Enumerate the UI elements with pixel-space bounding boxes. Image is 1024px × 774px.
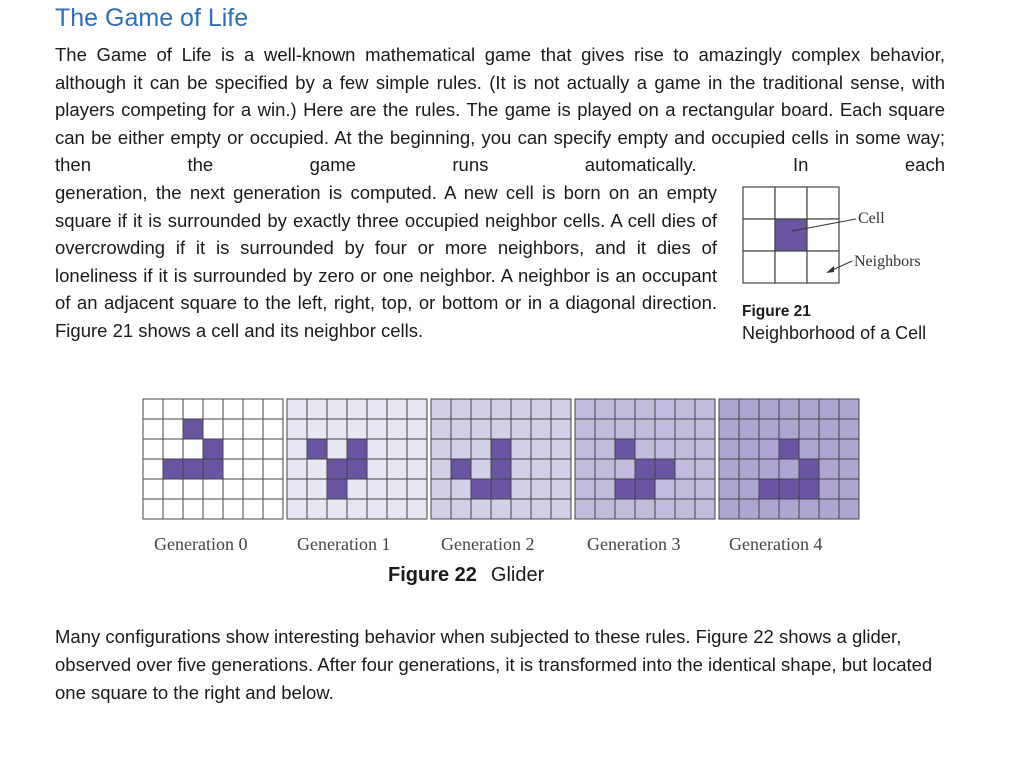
- live-cell: [203, 459, 223, 479]
- live-cell: [779, 439, 799, 459]
- empty-cell: [779, 459, 799, 479]
- empty-cell: [839, 459, 859, 479]
- empty-cell: [327, 439, 347, 459]
- empty-cell: [387, 399, 407, 419]
- empty-cell: [491, 419, 511, 439]
- empty-cell: [511, 459, 531, 479]
- empty-cell: [407, 419, 427, 439]
- empty-cell: [759, 459, 779, 479]
- empty-cell: [223, 459, 243, 479]
- empty-cell: [551, 499, 571, 519]
- empty-cell: [575, 459, 595, 479]
- intro-paragraph-top: The Game of Life is a well-known mathematical game that gives rise to amazingly complex behavior, although it can be specified by a few simple rules. (It is not actually a game in the traditional sense, with players competing for a win.) Here are the rules. The game is played on a rectangular board. Each square can be either empty or occupied. At the beginning, you can specify empty and occupied cells in some way; then the game runs automatically. In each: [55, 44, 945, 176]
- empty-cell: [551, 479, 571, 499]
- empty-cell: [407, 439, 427, 459]
- empty-cell: [327, 499, 347, 519]
- empty-cell: [307, 499, 327, 519]
- empty-cell: [739, 399, 759, 419]
- empty-cell: [451, 479, 471, 499]
- empty-cell: [675, 479, 695, 499]
- empty-cell: [431, 459, 451, 479]
- glider-diagram: [142, 398, 882, 524]
- empty-cell: [819, 479, 839, 499]
- figure-21-caption: Neighborhood of a Cell: [742, 323, 927, 343]
- empty-cell: [347, 399, 367, 419]
- empty-cell: [223, 399, 243, 419]
- empty-cell: [655, 439, 675, 459]
- empty-cell: [143, 479, 163, 499]
- empty-cell: [223, 439, 243, 459]
- generation-1-label: Generation 1: [297, 534, 391, 554]
- generation-1-grid: [287, 399, 427, 519]
- empty-cell: [531, 439, 551, 459]
- empty-cell: [531, 419, 551, 439]
- empty-cell: [615, 459, 635, 479]
- empty-cell: [307, 419, 327, 439]
- empty-cell: [263, 479, 283, 499]
- empty-cell: [839, 419, 859, 439]
- live-cell: [451, 459, 471, 479]
- empty-cell: [575, 499, 595, 519]
- live-cell: [307, 439, 327, 459]
- live-cell: [163, 459, 183, 479]
- empty-cell: [655, 479, 675, 499]
- empty-cell: [387, 439, 407, 459]
- neighbor-cell: [775, 187, 807, 219]
- empty-cell: [183, 499, 203, 519]
- generation-2-label: Generation 2: [441, 534, 535, 554]
- empty-cell: [655, 419, 675, 439]
- page-title: The Game of Life: [55, 4, 249, 32]
- empty-cell: [387, 479, 407, 499]
- empty-cell: [719, 459, 739, 479]
- empty-cell: [163, 419, 183, 439]
- empty-cell: [839, 479, 859, 499]
- empty-cell: [575, 399, 595, 419]
- empty-cell: [839, 399, 859, 419]
- empty-cell: [615, 399, 635, 419]
- figure-21: [742, 186, 962, 346]
- empty-cell: [675, 459, 695, 479]
- live-cell: [635, 479, 655, 499]
- empty-cell: [695, 479, 715, 499]
- empty-cell: [531, 459, 551, 479]
- empty-cell: [287, 499, 307, 519]
- empty-cell: [367, 499, 387, 519]
- empty-cell: [243, 399, 263, 419]
- empty-cell: [719, 399, 739, 419]
- empty-cell: [759, 499, 779, 519]
- empty-cell: [595, 419, 615, 439]
- empty-cell: [143, 499, 163, 519]
- figure-22-caption: Glider: [490, 564, 545, 586]
- empty-cell: [595, 459, 615, 479]
- empty-cell: [575, 479, 595, 499]
- live-cell: [615, 479, 635, 499]
- callout-cell-label: Cell: [858, 210, 885, 227]
- figure-22-caption-line: [388, 564, 544, 587]
- live-cell: [635, 459, 655, 479]
- neighbor-cell: [743, 219, 775, 251]
- empty-cell: [307, 459, 327, 479]
- empty-cell: [759, 439, 779, 459]
- empty-cell: [263, 439, 283, 459]
- empty-cell: [243, 499, 263, 519]
- live-cell: [799, 459, 819, 479]
- empty-cell: [739, 419, 759, 439]
- empty-cell: [451, 499, 471, 519]
- live-cell: [347, 439, 367, 459]
- empty-cell: [387, 419, 407, 439]
- empty-cell: [243, 479, 263, 499]
- empty-cell: [675, 439, 695, 459]
- live-cell: [491, 459, 511, 479]
- live-cell: [471, 479, 491, 499]
- intro-paragraph-bottom: generation, the next generation is computed. A new cell is born on an empty square if it is surrounded by exactly three occupied neighbor cells. A cell dies of overcrowding if it is surrounded by four or more neighbors, and it dies of loneliness if it is surrounded by zero or one neighbor. A neighbor is an occupant of an adjacent square to the left, right, top, or bottom or in a diagonal direction. Figure 21 shows a cell and its neighbor cells.: [55, 182, 717, 341]
- empty-cell: [287, 439, 307, 459]
- live-cell: [759, 479, 779, 499]
- empty-cell: [819, 439, 839, 459]
- empty-cell: [575, 419, 595, 439]
- generation-4-grid: [719, 399, 859, 519]
- empty-cell: [327, 419, 347, 439]
- empty-cell: [799, 439, 819, 459]
- empty-cell: [431, 419, 451, 439]
- empty-cell: [203, 399, 223, 419]
- empty-cell: [531, 399, 551, 419]
- empty-cell: [595, 399, 615, 419]
- empty-cell: [143, 419, 163, 439]
- empty-cell: [367, 459, 387, 479]
- empty-cell: [367, 399, 387, 419]
- empty-cell: [263, 399, 283, 419]
- live-cell: [183, 419, 203, 439]
- empty-cell: [719, 439, 739, 459]
- empty-cell: [347, 419, 367, 439]
- empty-cell: [719, 419, 739, 439]
- neighbor-cell: [775, 251, 807, 283]
- empty-cell: [511, 419, 531, 439]
- empty-cell: [615, 419, 635, 439]
- empty-cell: [719, 479, 739, 499]
- empty-cell: [407, 459, 427, 479]
- empty-cell: [635, 439, 655, 459]
- empty-cell: [263, 499, 283, 519]
- empty-cell: [595, 479, 615, 499]
- figure-21-number: Figure 21: [742, 303, 811, 320]
- empty-cell: [675, 499, 695, 519]
- empty-cell: [635, 399, 655, 419]
- empty-cell: [287, 459, 307, 479]
- live-cell: [615, 439, 635, 459]
- empty-cell: [223, 419, 243, 439]
- neighbor-cell: [807, 251, 839, 283]
- empty-cell: [839, 439, 859, 459]
- neighbor-cell: [807, 219, 839, 251]
- empty-cell: [143, 399, 163, 419]
- empty-cell: [431, 399, 451, 419]
- empty-cell: [819, 499, 839, 519]
- empty-cell: [759, 419, 779, 439]
- empty-cell: [307, 479, 327, 499]
- empty-cell: [407, 499, 427, 519]
- empty-cell: [471, 419, 491, 439]
- live-cell: [655, 459, 675, 479]
- empty-cell: [739, 499, 759, 519]
- empty-cell: [551, 399, 571, 419]
- empty-cell: [451, 419, 471, 439]
- empty-cell: [779, 399, 799, 419]
- empty-cell: [347, 499, 367, 519]
- empty-cell: [163, 399, 183, 419]
- empty-cell: [819, 459, 839, 479]
- empty-cell: [511, 439, 531, 459]
- empty-cell: [287, 399, 307, 419]
- empty-cell: [575, 439, 595, 459]
- empty-cell: [471, 399, 491, 419]
- empty-cell: [491, 399, 511, 419]
- empty-cell: [511, 499, 531, 519]
- empty-cell: [451, 399, 471, 419]
- empty-cell: [839, 499, 859, 519]
- empty-cell: [615, 499, 635, 519]
- empty-cell: [203, 479, 223, 499]
- empty-cell: [695, 459, 715, 479]
- generation-4-label: Generation 4: [729, 534, 823, 554]
- empty-cell: [511, 479, 531, 499]
- empty-cell: [695, 439, 715, 459]
- neighbor-cell: [743, 251, 775, 283]
- empty-cell: [163, 439, 183, 459]
- empty-cell: [739, 439, 759, 459]
- empty-cell: [387, 459, 407, 479]
- generation-3-grid: [575, 399, 715, 519]
- empty-cell: [799, 499, 819, 519]
- empty-cell: [551, 459, 571, 479]
- empty-cell: [451, 439, 471, 459]
- live-cell: [347, 459, 367, 479]
- empty-cell: [655, 399, 675, 419]
- empty-cell: [407, 399, 427, 419]
- empty-cell: [223, 499, 243, 519]
- empty-cell: [407, 479, 427, 499]
- neighbor-cell: [807, 187, 839, 219]
- empty-cell: [511, 399, 531, 419]
- empty-cell: [819, 399, 839, 419]
- live-cell: [327, 459, 347, 479]
- empty-cell: [739, 459, 759, 479]
- empty-cell: [695, 499, 715, 519]
- empty-cell: [799, 419, 819, 439]
- empty-cell: [655, 499, 675, 519]
- empty-cell: [491, 499, 511, 519]
- empty-cell: [243, 459, 263, 479]
- empty-cell: [263, 459, 283, 479]
- figure-22: [142, 398, 882, 593]
- empty-cell: [799, 399, 819, 419]
- empty-cell: [243, 419, 263, 439]
- empty-cell: [143, 439, 163, 459]
- empty-cell: [307, 399, 327, 419]
- callout-neighbors-label: Neighbors: [854, 253, 921, 270]
- empty-cell: [431, 479, 451, 499]
- empty-cell: [531, 479, 551, 499]
- empty-cell: [551, 439, 571, 459]
- live-cell: [491, 479, 511, 499]
- generation-3-label: Generation 3: [587, 534, 681, 554]
- empty-cell: [779, 499, 799, 519]
- empty-cell: [163, 479, 183, 499]
- empty-cell: [183, 399, 203, 419]
- live-cell: [327, 479, 347, 499]
- empty-cell: [635, 499, 655, 519]
- empty-cell: [695, 399, 715, 419]
- live-cell: [183, 459, 203, 479]
- empty-cell: [287, 479, 307, 499]
- center-cell: [775, 219, 807, 251]
- empty-cell: [367, 439, 387, 459]
- live-cell: [799, 479, 819, 499]
- empty-cell: [471, 439, 491, 459]
- empty-cell: [531, 499, 551, 519]
- empty-cell: [367, 419, 387, 439]
- empty-cell: [143, 459, 163, 479]
- empty-cell: [551, 419, 571, 439]
- neighbor-cell: [743, 187, 775, 219]
- empty-cell: [635, 419, 655, 439]
- empty-cell: [675, 419, 695, 439]
- empty-cell: [595, 439, 615, 459]
- empty-cell: [287, 419, 307, 439]
- live-cell: [203, 439, 223, 459]
- empty-cell: [263, 419, 283, 439]
- empty-cell: [471, 499, 491, 519]
- empty-cell: [347, 479, 367, 499]
- empty-cell: [695, 419, 715, 439]
- live-cell: [779, 479, 799, 499]
- empty-cell: [223, 479, 243, 499]
- empty-cell: [739, 479, 759, 499]
- empty-cell: [327, 399, 347, 419]
- empty-cell: [203, 499, 223, 519]
- empty-cell: [163, 499, 183, 519]
- empty-cell: [595, 499, 615, 519]
- generation-0-label: Generation 0: [154, 534, 248, 554]
- empty-cell: [431, 499, 451, 519]
- empty-cell: [779, 419, 799, 439]
- empty-cell: [819, 419, 839, 439]
- empty-cell: [203, 419, 223, 439]
- neighborhood-diagram: [742, 186, 962, 301]
- empty-cell: [431, 439, 451, 459]
- empty-cell: [471, 459, 491, 479]
- empty-cell: [719, 499, 739, 519]
- empty-cell: [675, 399, 695, 419]
- figure-22-number: Figure 22: [388, 564, 477, 586]
- live-cell: [491, 439, 511, 459]
- empty-cell: [183, 479, 203, 499]
- empty-cell: [183, 439, 203, 459]
- empty-cell: [243, 439, 263, 459]
- empty-cell: [759, 399, 779, 419]
- empty-cell: [367, 479, 387, 499]
- generation-0-grid: [143, 399, 283, 519]
- generation-2-grid: [431, 399, 571, 519]
- empty-cell: [387, 499, 407, 519]
- glider-paragraph: Many configurations show interesting behavior when subjected to these rules. Figure 22 shows a glider, observed over five generations. After four generations, it is transformed into the identical shape, but located one square to the right and below.: [55, 626, 933, 703]
